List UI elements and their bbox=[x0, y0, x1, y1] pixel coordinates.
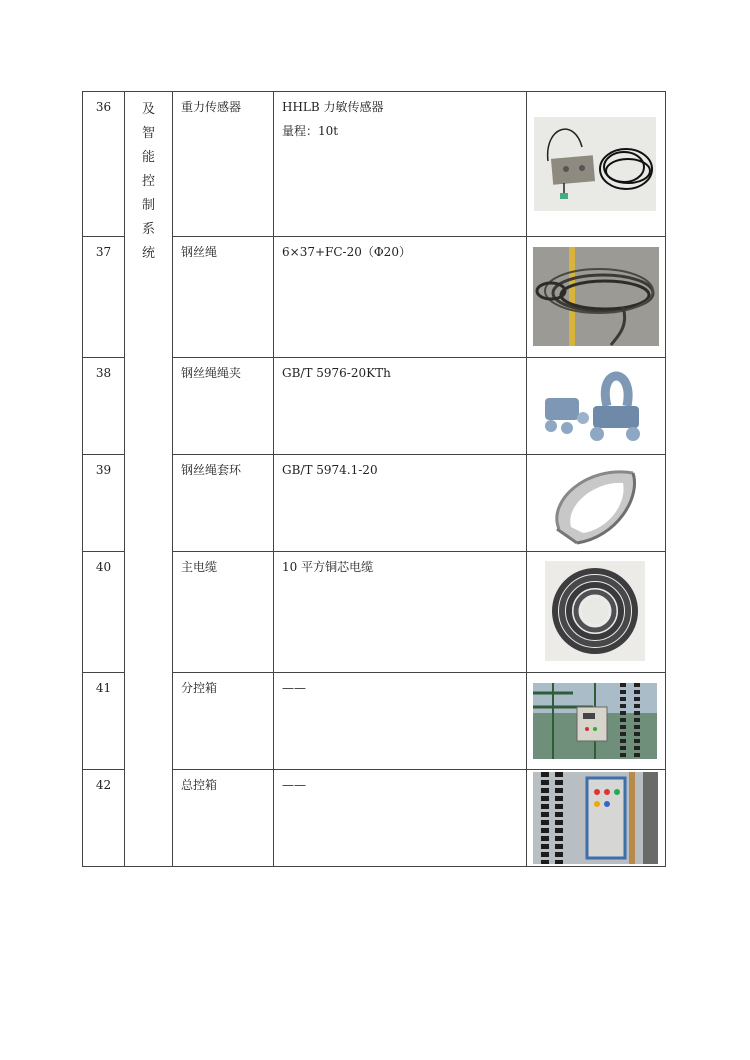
item-image-cell bbox=[527, 552, 666, 673]
weight-sensor-photo bbox=[534, 117, 656, 211]
category-cell bbox=[125, 92, 173, 867]
item-spec bbox=[274, 552, 527, 673]
category-char: 系 bbox=[141, 222, 155, 237]
spec-line-1: —— bbox=[282, 681, 306, 695]
item-image-cell bbox=[527, 673, 666, 770]
cable-coil-photo bbox=[545, 561, 645, 661]
item-number: 41 bbox=[83, 673, 125, 770]
item-spec bbox=[274, 358, 527, 455]
spec-line-1: 6×37+FC-20（Φ20） bbox=[282, 245, 411, 259]
spec-line-1: GB/T 5976-20KTh bbox=[282, 366, 391, 380]
item-spec bbox=[274, 770, 527, 867]
spec-line-1: HHLB 力敏传感器 bbox=[282, 100, 384, 114]
item-image-cell bbox=[527, 770, 666, 867]
main-control-box-photo bbox=[533, 772, 658, 864]
item-name: 总控箱 bbox=[173, 770, 274, 867]
spec-line-1: GB/T 5974.1-20 bbox=[282, 463, 378, 477]
item-name: 分控箱 bbox=[173, 673, 274, 770]
equipment-table bbox=[82, 91, 666, 867]
item-spec bbox=[274, 673, 527, 770]
item-number: 37 bbox=[83, 237, 125, 358]
category-char: 能 bbox=[141, 150, 155, 165]
item-number: 39 bbox=[83, 455, 125, 552]
item-name: 钢丝绳套环 bbox=[173, 455, 274, 552]
item-name: 主电缆 bbox=[173, 552, 274, 673]
category-char: 智 bbox=[141, 126, 155, 141]
table-row bbox=[83, 92, 666, 237]
item-image-cell bbox=[527, 237, 666, 358]
item-name: 钢丝绳绳夹 bbox=[173, 358, 274, 455]
category-char: 统 bbox=[141, 246, 155, 261]
spec-line-1: 10 平方铜芯电缆 bbox=[282, 560, 374, 574]
item-spec bbox=[274, 455, 527, 552]
category-char: 控 bbox=[141, 174, 155, 189]
item-name: 钢丝绳 bbox=[173, 237, 274, 358]
item-image-cell bbox=[527, 358, 666, 455]
spec-line-2: 量程：10t bbox=[282, 124, 339, 138]
item-number: 42 bbox=[83, 770, 125, 867]
category-char: 制 bbox=[141, 198, 155, 213]
item-spec bbox=[274, 237, 527, 358]
spec-line-1: —— bbox=[282, 778, 306, 792]
category-char: 及 bbox=[141, 102, 155, 117]
wire-rope-photo bbox=[533, 247, 659, 346]
sub-control-box-photo bbox=[533, 683, 657, 759]
item-number: 40 bbox=[83, 552, 125, 673]
item-name: 重力传感器 bbox=[173, 92, 274, 237]
item-image-cell bbox=[527, 455, 666, 552]
rope-clip-photo bbox=[537, 362, 649, 450]
thimble-photo bbox=[537, 457, 652, 550]
item-number: 36 bbox=[83, 92, 125, 237]
item-spec bbox=[274, 92, 527, 237]
item-number: 38 bbox=[83, 358, 125, 455]
item-image-cell bbox=[527, 92, 666, 237]
